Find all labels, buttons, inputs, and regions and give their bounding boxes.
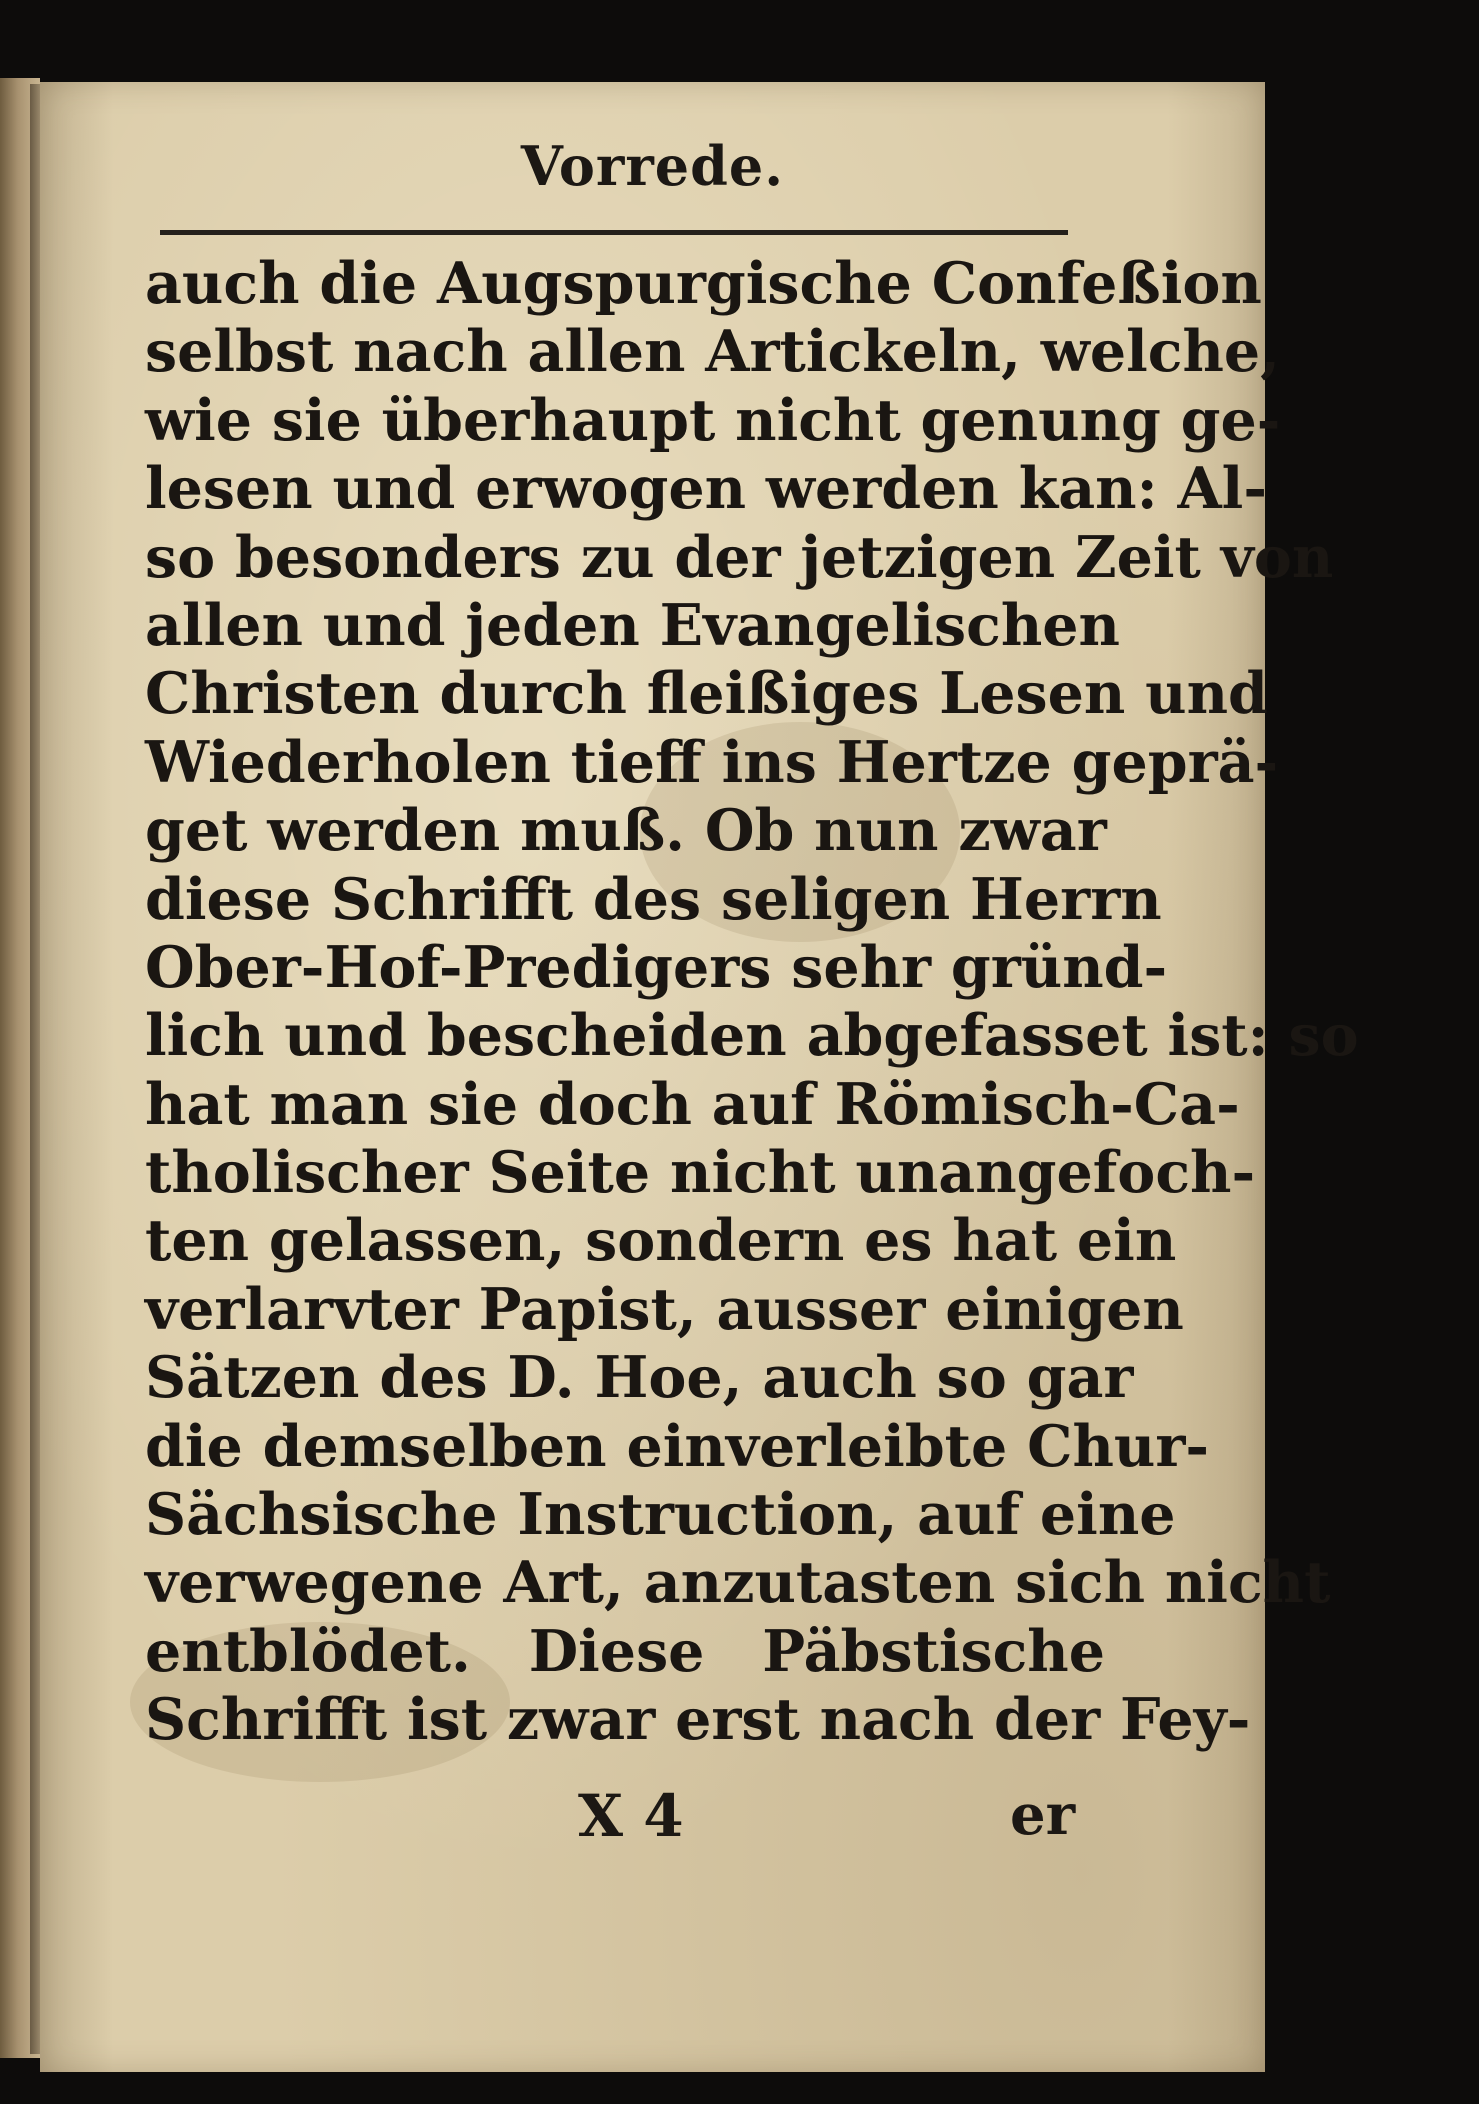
text-line: auch die Augspurgische Confeßion (145, 250, 1262, 317)
text-line: Ober-Hof-Predigers sehr gründ- (145, 933, 1168, 1001)
text-line: wie sie überhaupt nicht genung ge- (145, 386, 1281, 454)
text-line: verlarvter Papist, ausser einigen (145, 1275, 1184, 1343)
text-line: selbst nach allen Artickeln, welche, (145, 318, 1281, 386)
text-line: lich und bescheiden abgefasset ist: so (145, 1002, 1359, 1070)
text-line: Sätzen des D. Hoe, auch so gar (145, 1344, 1134, 1412)
book-page (40, 82, 1359, 2072)
text-line: ten gelassen, sondern es hat ein (145, 1207, 1177, 1275)
text-line: Sächsische Instruction, auf eine (145, 1481, 1176, 1549)
text-line: get werden muß. Ob nun zwar (145, 797, 1107, 865)
body-text (145, 250, 1359, 1755)
text-line: Christen durch fleißiges Lesen und (145, 660, 1268, 728)
text-line: allen und jeden Evangelischen (145, 591, 1120, 659)
text-line: lesen und erwogen werden kan: Al- (145, 455, 1267, 523)
text-line: Schrifft ist zwar erst nach der Fey- (145, 1686, 1251, 1754)
text-line: die demselben einverleibte Chur- (145, 1412, 1210, 1480)
text-line: entblödet. Diese Päbstische (145, 1617, 1105, 1685)
text-line: Wiederholen tieff ins Hertze geprä- (145, 728, 1279, 796)
catchword: er (1010, 1782, 1076, 1848)
text-line: tholischer Seite nicht unangefoch- (145, 1139, 1256, 1207)
signature-mark: X 4 (578, 1782, 684, 1850)
running-head: Vorrede. (520, 134, 785, 198)
text-line: hat man sie doch auf Römisch-Ca- (145, 1070, 1240, 1138)
text-line: diese Schrifft des seligen Herrn (145, 865, 1162, 933)
header-rule (160, 230, 1068, 235)
text-line: verwegene Art, anzutasten sich nicht (145, 1549, 1331, 1617)
text-line: so besonders zu der jetzigen Zeit von (145, 523, 1334, 591)
